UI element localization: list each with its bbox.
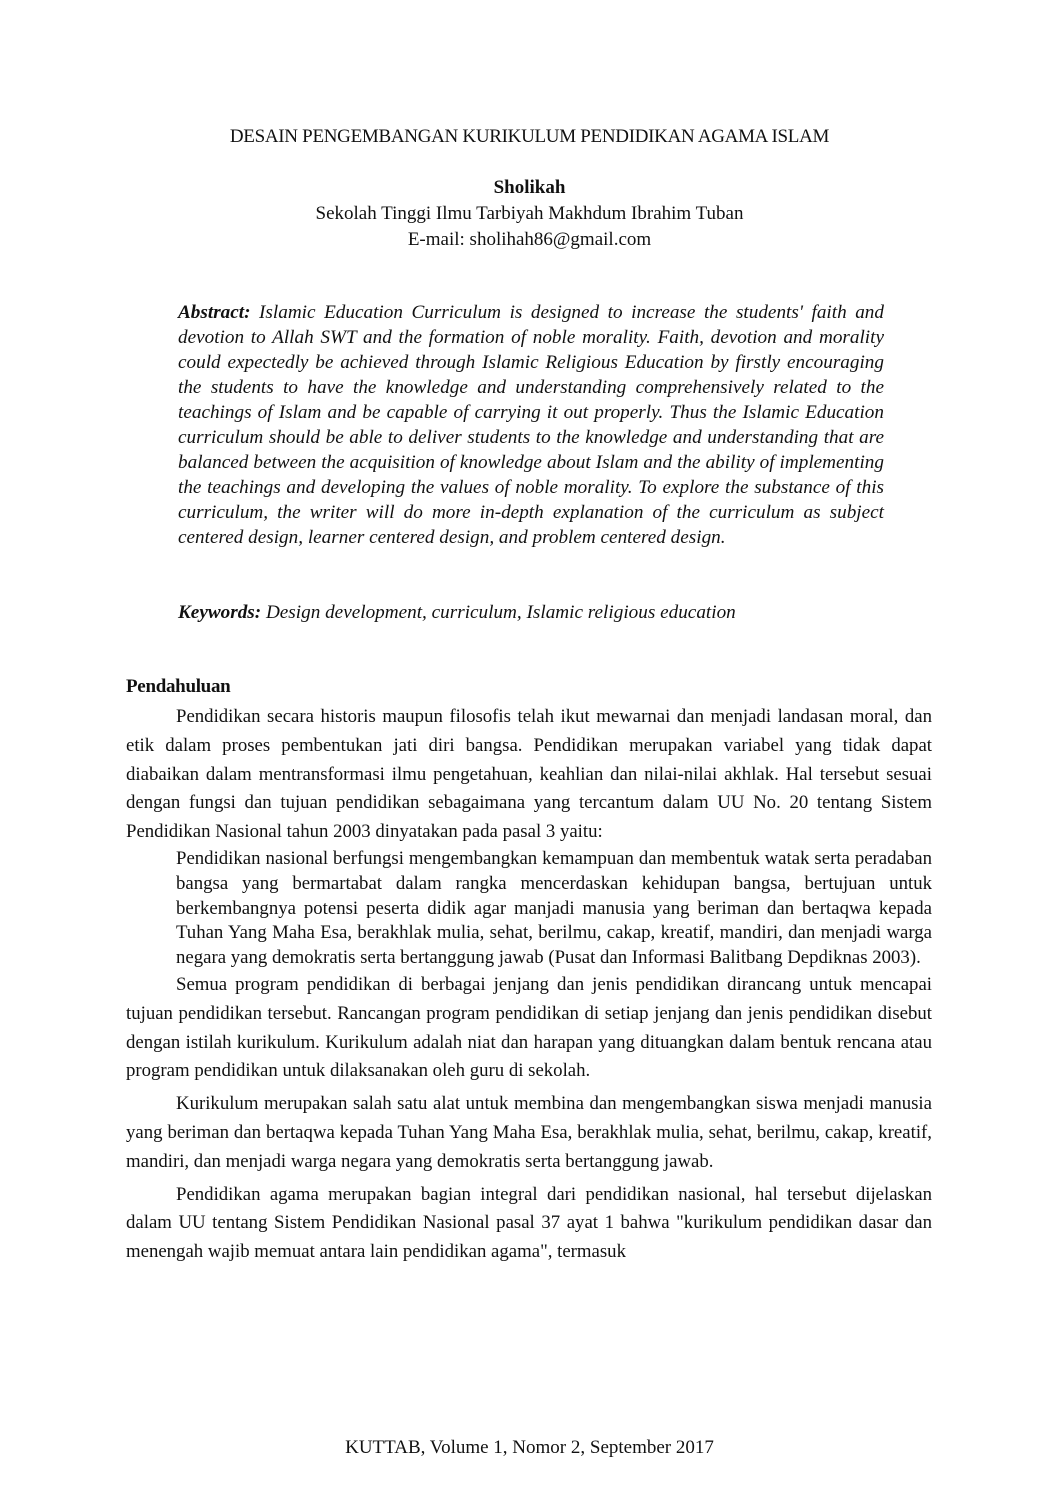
paragraph-3: Kurikulum merupakan salah satu alat untuk membina dan mengembangkan siswa menjadi manusia yang beriman dan bertaqwa kepada Tuhan Yang Maha Esa, berakhlak mulia, sehat, berilmu, cakap, kreatif, mandiri, dan menjadi warga negara yang demokratis serta bertanggung jawab.: [126, 1093, 932, 1172]
author-email: E-mail: sholihah86@gmail.com: [407, 229, 652, 250]
abstract-label: Abstract:: [178, 302, 251, 323]
block-quote: Pendidikan nasional berfungsi mengembangkan kemampuan dan membentuk watak serta peradaban bangsa yang bermartabat dalam rangka mencerdaskan kehidupan bangsa, bertujuan untuk berkembangnya potensi peserta didik agar manjadi manusia yang beriman dan bertaqwa kepada Tuhan Yang Maha Esa, berakhlak mulia, sehat, berilmu, cakap, kreatif, mandiri, dan menjadi warga negara yang demokratis serta bertanggung jawab (Pusat dan Informasi Balitbang Depdiknas 2003).: [176, 847, 932, 969]
paragraph-2: Semua program pendidikan di berbagai jenjang dan jenis pendidikan dirancang untuk mencapai tujuan pendidikan tersebut. Rancangan program pendidikan di setiap jenjang dan jenis pendidikan disebut dengan istilah kurikulum. Kurikulum adalah niat dan harapan yang dituangkan dalam bentuk rencana atau program pendidikan untuk dilaksanakan oleh guru di sekolah.: [126, 973, 932, 1082]
author-affiliation: Sekolah Tinggi Ilmu Tarbiyah Makhdum Ibrahim Tuban: [315, 203, 744, 224]
abstract-block: [178, 300, 884, 550]
keywords-block: [178, 600, 884, 625]
paper-title: DESAIN PENGEMBANGAN KURIKULUM PENDIDIKAN AGAMA ISLAM: [229, 126, 830, 147]
section-body: [126, 703, 932, 1267]
paragraph-4: Pendidikan agama merupakan bagian integral dari pendidikan nasional, hal tersebut dijelaskan dalam UU tentang Sistem Pendidikan Nasional pasal 37 ayat 1 bahwa "kurikulum pendidikan dasar dan menengah wajib memuat antara lain pendidikan agama", termasuk: [126, 1183, 932, 1263]
page-footer: KUTTAB, Volume 1, Nomor 2, September 2017: [345, 1437, 714, 1458]
abstract-text: Islamic Education Curriculum is designed to increase the students' faith and devotion to Allah SWT and the formation of noble morality. Faith, devotion and morality could expectedly be achieved through Islamic Religious Education by firstly encouraging the students to have the knowledge and understanding comprehensively related to the teachings of Islam and be capable of carrying it out properly. Thus the Islamic Education curriculum should be able to deliver students to the knowledge and understanding that are balanced between the acquisition of knowledge about Islam and the ability of implementing the teachings and developing the values of noble morality. To explore the substance of this curriculum, the writer will do more in-depth explanation of the curriculum as subject centered design, learner centered design, and problem centered design.: [178, 302, 884, 548]
keywords-label: Keywords:: [178, 602, 262, 623]
paragraph-1: Pendidikan secara historis maupun filosofis telah ikut mewarnai dan menjadi landasan moral, dan etik dalam proses pembentukan jati diri bangsa. Pendidikan merupakan variabel yang tidak dapat diabaikan dalam mentransformasi ilmu pengetahuan, keahlian dan nilai-nilai akhlak. Hal tersebut sesuai dengan fungsi dan tujuan pendidikan sebagaimana yang tercantum dalam UU No. 20 tentang Sistem Pendidikan Nasional tahun 2003 dinyatakan pada pasal 3 yaitu:: [126, 706, 932, 843]
section-heading: Pendahuluan: [126, 676, 231, 697]
keywords-text: Design development, curriculum, Islamic religious education: [265, 602, 736, 623]
paper-author: Sholikah: [493, 177, 566, 198]
